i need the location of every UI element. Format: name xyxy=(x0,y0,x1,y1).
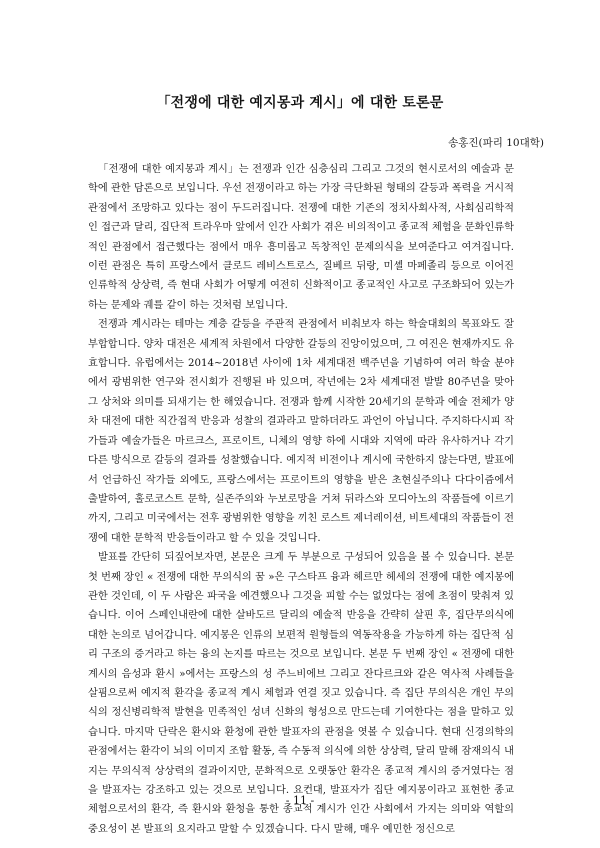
author-affiliation: 송홍진(파리 10대학) xyxy=(448,137,544,149)
paragraph-2: 전쟁과 계시라는 테마는 계층 갈등을 주관적 관점에서 비춰보자 하는 학술대회의 목표와도 잘 부합합니다. 양차 대전은 세계적 차원에서 다양한 갈등의 진앙이었으며, 그 여진은 현재까지도 유효합니다. 유럽에서는 2014~2018년 사이에 1차 세계대전 백주년을 기념하여 여러 학술 분야에서 광범위한 연구와 전시회가 진행된 바 있으며, 작년에는 2차 세계대전 발발 80주년을 맞아 그 상처와 의미를 되새기는 한 해였습니다. 전쟁과 함께 시작한 20세기의 문학과 예술 전체가 양차 대전에 대한 직간접적 반응과 성찰의 결과라고 말하더라도 과언이 아닙니다. 주지하다시피 작가들과 예술가들은 마르크스, 프로이트, 니체의 영향 하에 시대와 지역에 따라 유사하거나 각기 다른 방식으로 갈등의 결과를 성찰했습니다. 예지적 비전이나 계시에 국한하지 않는다면, 발표에서 언급하신 작가들 외에도, 프랑스에서는 프로이트의 영향을 받은 초현실주의나 다다이즘에서 출발하여, 홀로코스트 문학, 실존주의와 누보로망을 거쳐 뒤라스와 모디아노의 작품들에 이르기까지, 그리고 미국에서는 전후 광범위한 영향을 끼친 로스트 제너레이션, 비트세대의 작품들이 전쟁에 대한 문학적 반응들이라고 할 수 있을 것입니다. xyxy=(88,319,514,544)
document-title: 「전쟁에 대한 예지몽과 계시」에 대한 토론문 xyxy=(156,95,444,111)
page-number: - 11 - xyxy=(285,794,315,807)
paragraph-1: 「전쟁에 대한 예지몽과 계시」는 전쟁과 인간 심층심리 그리고 그것의 현시로서의 예술과 문학에 관한 담론으로 보입니다. 우선 전쟁이라고 하는 가장 극단화된 형태의 갈등과 폭력을 거시적 관점에서 조망하고 있다는 점이 두드러집니다. 전쟁에 대한 기존의 정치사회사적, 사회심리학적인 접근과 달리, 집단적 트라우마 앞에서 인간 사회가 겪은 비의적이고 종교적 체험을 문화인류학적인 관점에서 접근했다는 점에서 매우 흥미롭고 독창적인 문제의식을 보여준다고 여겨집니다. 이런 관점은 특히 프랑스에서 클로드 레비스트로스, 질베르 뒤랑, 미셸 마페졸리 등으로 이어진 인류학적 상상력, 즉 현대 사회가 어떻게 여전히 신화적이고 종교적인 사고로 구조화되어 있는가 하는 문제와 궤를 같이 하는 것처럼 보입니다. xyxy=(88,164,514,311)
paragraph-3: 발표를 간단히 되짚어보자면, 본문은 크게 두 부분으로 구성되어 있음을 볼 수 있습니다. 본문 첫 번째 장인 « 전쟁에 대한 무의식의 꿈 »은 구스타프 융과 헤르만 헤세의 전쟁에 대한 예지몽에 관한 것인데, 이 두 사람은 파국을 예견했으나 그것을 피할 수는 없었다는 점에 초점이 맞춰져 있습니다. 이어 스페인내란에 대한 살바도르 달리의 예술적 반응을 간략히 살핀 후, 집단무의식에 대한 논의로 넘어갑니다. 예지몽은 인류의 보편적 원형들의 역동작용을 가능하게 하는 집단적 심리 구조의 증거라고 하는 융의 논지를 따르는 것으로 보입니다. 본문 두 번째 장인 « 전쟁에 대한 계시의 음성과 환시 »에서는 프랑스의 성 주느비에브 그리고 잔다르크와 같은 역사적 사례들을 살핌으로써 예지적 환각을 종교적 계시 체험과 연결 짓고 있습니다. 즉 집단 무의식은 개인 무의식의 정신병리학적 발현을 민족적인 성녀 신화의 형성으로 만드는데 기여한다는 점을 말하고 있습니다. 마지막 단락은 환시와 환청에 관한 발표자의 관점을 엿볼 수 있습니다. 현대 신경의학의 관점에서는 환각이 뇌의 이미지 조합 활동, 즉 수동적 의식에 의한 상상력, 달리 말해 잠재의식 내지는 무의식적 상상력의 결과이지만, 문화적으로 오랫동안 환각은 종교적 계시의 증거였다는 점을 발표자는 강조하고 있는 것으로 보입니다. 요컨대, 발표자가 집단 예지몽이라고 표현한 종교 체험으로서의 환각, 즉 환시와 환청을 통한 종교적 계시가 인간 사회에서 가지는 의미와 역할의 중요성이 본 발표의 요지라고 말할 수 있겠습니다. 다시 말해, 매우 예민한 정신으로 xyxy=(88,552,514,835)
document-body xyxy=(88,160,514,839)
